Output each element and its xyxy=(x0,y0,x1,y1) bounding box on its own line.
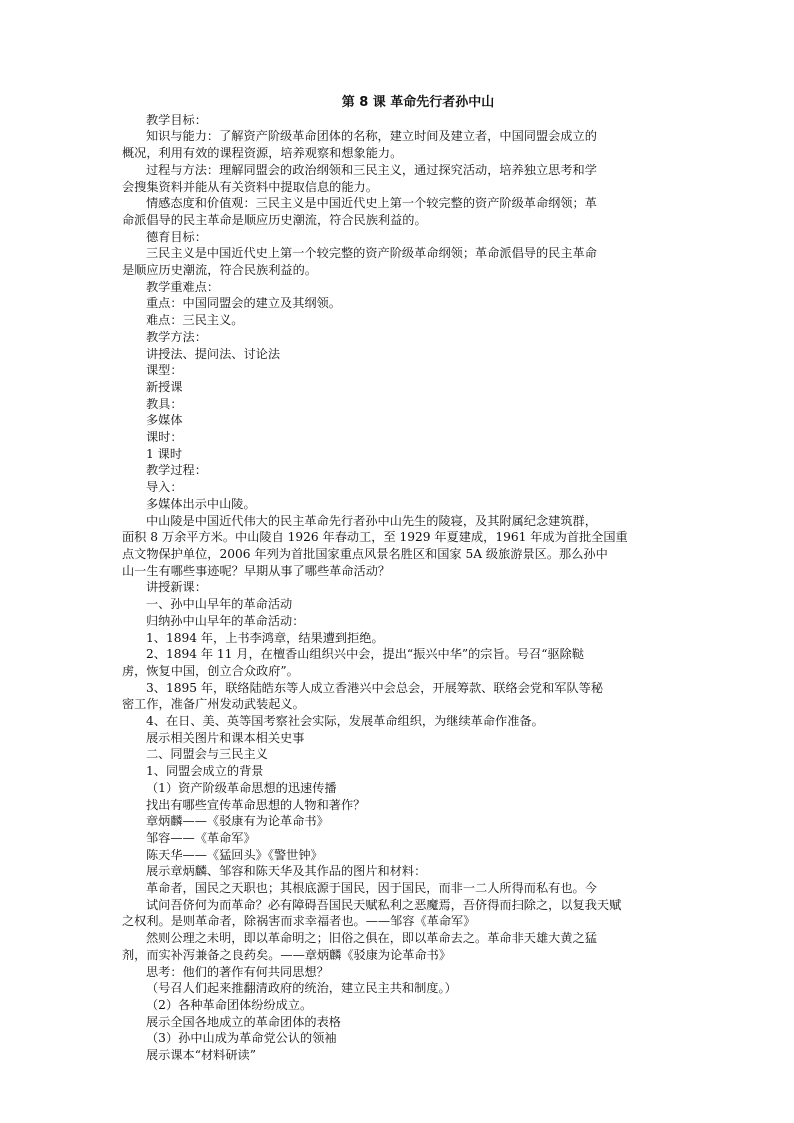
text-line: 之权利。是则革命者，除祸害而求幸福者也。——邹容《革命军》 xyxy=(122,914,476,929)
text-line: 找出有哪些宣传革命思想的人物和著作？ xyxy=(146,797,366,812)
text-line: 2、1894 年 11 月，在檀香山组织兴中会，提出“振兴中华”的宗旨。号召“驱除鞑 xyxy=(146,647,585,662)
text-line: 4、在日、美、英等国考察社会实际，发展革命组织，为继续革命作准备。 xyxy=(146,714,544,729)
text-line: 重点：中国同盟会的建立及其纲领。 xyxy=(146,296,341,311)
text-line: 剂，而实补泻兼备之良药矣。——章炳麟《驳康为论革命书》 xyxy=(122,947,452,962)
text-line: 命派倡导的民主革命是顺应历史潮流，符合民族利益的。 xyxy=(122,212,427,227)
text-line: 虏，恢复中国，创立合众政府”。 xyxy=(122,663,299,678)
text-line: 3、1895 年，联络陆皓东等人成立香港兴中会总会，开展筹款、联络会党和军队等秘 xyxy=(146,680,604,695)
text-line: 是顺应历史潮流，符合民族利益的。 xyxy=(122,263,317,278)
text-line: 一、孙中山早年的革命活动 xyxy=(146,597,293,612)
text-line: 展示相关图片和课本相关史事 xyxy=(146,730,305,745)
text-line: 知识与能力：了解资产阶级革命团体的名称，建立时间及建立者，中国同盟会成立的 xyxy=(146,129,597,144)
text-line: 展示全国各地成立的革命团体的表格 xyxy=(146,1014,341,1029)
text-line: 情感态度和价值观：三民主义是中国近代史上第一个较完整的资产阶级革命纲领；革 xyxy=(146,196,597,211)
text-line: 德育目标： xyxy=(146,229,207,244)
lesson-title: 第 8 课 革命先行者孙中山 xyxy=(341,95,495,110)
text-line: 教学目标： xyxy=(146,112,207,127)
text-line: 概况，利用有效的课程资源，培养观察和想象能力。 xyxy=(122,146,403,161)
text-line: 点文物保护单位，2006 年列为首批国家重点风景名胜区和国家 5A 级旅游景区。那么孙中 xyxy=(122,546,608,561)
text-line: 教学方法： xyxy=(146,329,207,344)
text-line: 然则公理之未明，即以革命明之；旧俗之俱在，即以革命去之。革命非天雄大黄之猛 xyxy=(146,931,597,946)
text-line: 山一生有哪些事迹呢？早期从事了哪些革命活动？ xyxy=(122,563,391,578)
text-line: 多媒体出示中山陵。 xyxy=(146,496,256,511)
text-line: （2）各种革命团体纷纷成立。 xyxy=(146,997,313,1012)
text-line: 三民主义是中国近代史上第一个较完整的资产阶级革命纲领；革命派倡导的民主革命 xyxy=(146,246,597,261)
text-line: （号召人们起来推翻清政府的统治，建立民主共和制度。） xyxy=(146,981,457,996)
text-line: 展示课本“材料研读” xyxy=(146,1048,256,1063)
text-line: 会搜集资料并能从有关资料中提取信息的能力。 xyxy=(122,179,378,194)
text-line: 邹容——《革命军》 xyxy=(146,830,256,845)
text-line: 课型： xyxy=(146,363,183,378)
text-line: 教具： xyxy=(146,396,183,411)
text-line: 教学重难点： xyxy=(146,279,220,294)
text-line: 讲授法、提问法、讨论法 xyxy=(146,346,281,361)
text-line: 试问吾侪何为而革命？必有障碍吾国民天赋私利之恶魔焉，吾侪得而扫除之，以复我天赋 xyxy=(146,897,622,912)
text-line: 1 课时 xyxy=(146,446,183,461)
text-line: 归纳孙中山早年的革命活动： xyxy=(146,613,305,628)
text-line: 密工作，准备广州发动武装起义。 xyxy=(122,697,305,712)
text-line: 革命者，国民之天职也；其根底源于国民，因于国民，而非一二人所得而私有也。今 xyxy=(146,881,597,896)
text-line: 二、同盟会与三民主义 xyxy=(146,747,268,762)
text-line: 思考：他们的著作有何共同思想？ xyxy=(146,964,329,979)
text-line: 章炳麟——《驳康有为论革命书》 xyxy=(146,814,329,829)
text-line: 导入： xyxy=(146,480,183,495)
text-line: （1）资产阶级革命思想的迅速传播 xyxy=(146,780,337,795)
text-line: 1、同盟会成立的背景 xyxy=(146,764,264,779)
text-line: 展示章炳麟、邹容和陈天华及其作品的图片和材料： xyxy=(146,864,427,879)
text-line: 难点：三民主义。 xyxy=(146,313,244,328)
text-line: （3）孙中山成为革命党公认的领袖 xyxy=(146,1031,337,1046)
text-line: 课时： xyxy=(146,430,183,445)
text-line: 讲授新课： xyxy=(146,580,207,595)
text-line: 过程与方法：理解同盟会的政治纲领和三民主义，通过探究活动，培养独立思考和学 xyxy=(146,162,597,177)
text-line: 多媒体 xyxy=(146,413,183,428)
lesson-text-lines xyxy=(122,112,666,1064)
text-line: 陈天华——《猛回头》《警世钟》 xyxy=(146,847,323,862)
text-line: 1、1894 年，上书李鸿章，结果遭到拒绝。 xyxy=(146,630,384,645)
text-line: 面积 8 万余平方米。中山陵自 1926 年春动工，至 1929 年夏建成，1961 年成为首批全国重 xyxy=(122,530,628,545)
lesson-plan-body xyxy=(122,95,666,1064)
text-line: 教学过程： xyxy=(146,463,207,478)
text-line: 新授课 xyxy=(146,379,183,394)
text-line: 中山陵是中国近代伟大的民主革命先行者孙中山先生的陵寝，及其附属纪念建筑群， xyxy=(146,513,597,528)
